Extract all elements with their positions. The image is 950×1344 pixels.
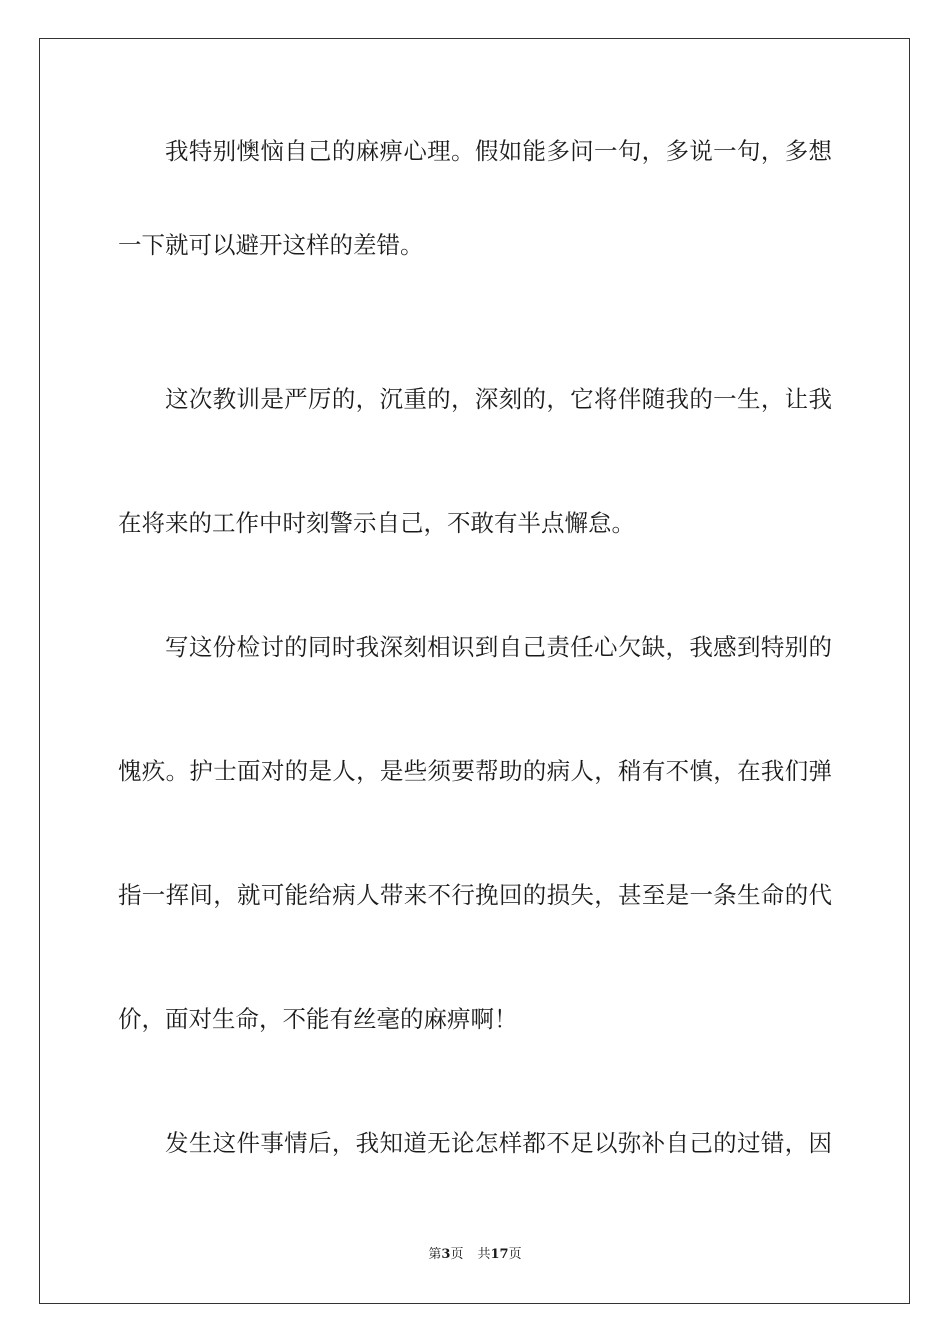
page-prefix: 第 [428,1247,442,1262]
paragraph-3-line-4: 价，面对生命，不能有丝毫的麻痹啊！ [118,1005,518,1033]
paragraph-1-line-2: 一下就可以避开这样的差错。 [118,231,424,259]
total-prefix: 共 [477,1247,491,1262]
paragraph-2-line-1: 这次教训是严厉的，沉重的，深刻的，它将伴随我的一生，让我 [165,385,832,413]
paragraph-3-line-3: 指一挥间，就可能给病人带来不行挽回的损失，甚至是一条生命的代 [118,881,832,909]
paragraph-3-line-2: 愧疚。护士面对的是人，是些须要帮助的病人，稍有不慎，在我们弹 [118,757,832,785]
paragraph-4-line-1: 发生这件事情后，我知道无论怎样都不足以弥补自己的过错，因 [165,1129,832,1157]
total-suffix: 页 [508,1247,522,1262]
page-total [477,1247,521,1262]
paragraph-3-line-1: 写这份检讨的同时我深刻相识到自己责任心欠缺，我感到特别的 [165,633,832,661]
current-page-number: 3 [441,1247,451,1262]
paragraph-2-line-2: 在将来的工作中时刻警示自己，不敢有半点懈怠。 [118,509,635,537]
total-page-number: 17 [490,1247,509,1262]
page-suffix: 页 [450,1247,464,1262]
paragraph-1-line-1: 我特别懊恼自己的麻痹心理。假如能多问一句，多说一句，多想 [165,137,832,165]
page-number [428,1247,463,1262]
page-footer [0,1245,950,1265]
